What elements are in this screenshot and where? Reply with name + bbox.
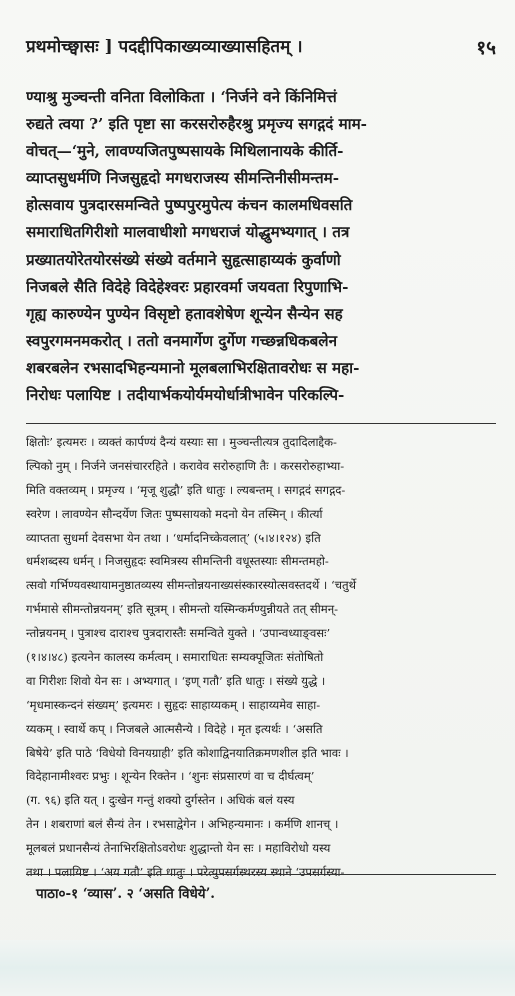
commentary-line: मिति वक्तव्यम् । प्रमृज्य । ‘मृजू शुद्धौ’ इति धातुः । ल्यबन्तम् । सगद्गदं सगद्गद- — [26, 482, 346, 497]
page-number: १५ — [476, 37, 496, 59]
main-text-line: व्याप्तसुधर्मणि निजसुहृदो मगधराजस्य सीमन्तिनीसीमन्तम- — [26, 169, 340, 188]
commentary-line: मूलबलं प्रधानसैन्यं तेनाभिरक्षितोऽवरोधः शुद्धान्तो येन सः । महाविरोधो यस्य — [26, 841, 331, 856]
commentary-line: विदेहानामीश्वरः प्रभुः । शून्येन रिक्तेन । ‘शुनः संप्रसारणं वा च दीर्घत्वम्’ — [26, 769, 315, 784]
commentary-line: (१।४।४८) इत्यनेन कालस्य कर्मत्वम् । समाराधितः सम्यक्पूजितः संतोषितो — [26, 650, 324, 665]
main-text-line: स्वपुरगमनमकरोत् । ततो वनमार्गेण दुर्गेण गच्छन्नधिकबलेन — [26, 331, 338, 350]
main-text-line: रुद्यते त्वया ?’ इति पृष्टा सा करसरोरुहैरश्रु प्रमृज्य सगद्गदं माम- — [26, 115, 367, 134]
variant-readings-footnote: पाठा०-१ ‘व्यास’. २ ‘असति विधेये’. — [36, 886, 216, 902]
main-text-line: शबरबलेन रभसादभिहन्यमानो मूलबलाभिरक्षितावरोधः स महा- — [26, 358, 360, 377]
commentary-line: क्षितोः’ इत्यमरः । व्यक्तं कार्पण्यं दैन्यं यस्याः सा । मुञ्चन्तीत्यत्र तुदादिलाद्दैक- — [26, 435, 337, 449]
commentary-line: वा गिरीशः शिवो येन सः । अभ्यगात् । ‘इण् गतौ’ इति धातुः । संख्ये युद्धे । — [26, 673, 326, 688]
scan-margin — [0, 940, 515, 996]
commentary-line: स्वरेण । लावण्येन सौन्दर्येण जितः पुष्पसायको मदनो येन तस्मिन् । कीर्त्या — [26, 506, 323, 521]
main-text-line: ण्याश्रु मुञ्चन्ती वनिता विलोकिता । ‘निर्जने वने किंनिमित्तं — [26, 88, 337, 106]
main-text-line: गृह्य कारुण्येन पुण्येन विसृष्टो हतावशेषेण शून्येन सैन्येन सह — [26, 304, 343, 323]
commentary — [26, 431, 496, 885]
footnote-divider — [26, 874, 496, 875]
running-header — [26, 34, 496, 64]
main-text-line: होत्सवाय पुत्रदारसमन्विते पुष्पपुरमुपेत्य कंचन कालमधिवसति — [26, 196, 353, 215]
main-text-line: निरोधः पलायिष्ट । तदीयार्भकयोर्यमयोर्धात्रीभावेन परिकल्पि- — [26, 386, 345, 405]
commentary-line: बिषेये’ इति पाठे ‘विधेयो विनयग्राही’ इति कोशाद्विनयातिक्रमणशील इति भावः । — [26, 745, 349, 760]
main-text-line: निजबले सैति विदेहे विदेहेश्वरः प्रहारवर्मा जयवता रिपुणाभि- — [26, 277, 349, 296]
section-divider — [26, 423, 496, 424]
main-text — [26, 84, 496, 409]
commentary-line: धर्मशब्दस्य धर्मन् । निजसुहृदः स्वमित्रस्य सीमन्तिनी वधूस्तस्याः सीमन्तमहो- — [26, 554, 329, 569]
commentary-line: ल्पिको नुम् । निर्जने जनसंचाररहिते । करावेव सरोरुहाणि तैः । करसरोरुहाभ्या- — [26, 458, 345, 473]
main-text-line: वोचत्—‘मुने, लावण्यजितपुष्पसायके मिथिलानायके कीर्ति- — [26, 142, 344, 161]
main-text-line: प्रख्यातयोरेतयोरसंख्ये संख्ये वर्तमाने सुहृत्साहाय्यकं कुर्वाणो — [26, 250, 341, 269]
commentary-line: व्याप्तता सुधर्मा देवसभा येन तथा । ‘धर्मादनिच्केवलात्’ (५।४।१२४) इति — [26, 530, 321, 545]
main-text-line: समाराधितगिरीशो मालवाधीशो मगधराजं योद्धुमभ्यगात् । तत्र — [26, 223, 350, 242]
commentary-line: गर्भमासे सीमन्तोन्नयनम्’ इति सूत्रम् । सीमन्तो यस्मिन्कर्मण्युन्नीयते तत् सीमन्- — [26, 602, 339, 617]
commentary-line: त्सवो गर्भिण्यवस्थायामनुष्ठातव्यस्य सीमन्तोन्नयनाख्यसंस्कारस्योत्सवस्तदर्थे । ‘चतुर्थे — [26, 578, 357, 593]
commentary-line: न्तोन्नयनम् । पुत्राश्च दाराश्च पुत्रदारास्तैः समन्विते युक्ते । ‘उपान्वध्याङ्वसः’ — [26, 626, 331, 641]
header-title: प्रथमोच्छ्वासः ] पदद्दीपिकाख्यव्याख्यासहितम् । — [26, 37, 303, 57]
commentary-line: (ग. ९६) इति यत् । दुःखेन गन्तुं शक्यो दुर्गस्तेन । अधिकं बलं यस्य — [26, 793, 295, 808]
commentary-line: तेन । शबराणां बलं सैन्यं तेन । रभसाद्वेगेन । अभिहन्यमानः । कर्मणि शानच् । — [26, 817, 339, 832]
commentary-line: ‘मृधमास्कन्दनं संख्यम्’ इत्यमरः । सुहृदः साहाय्यकम् । साहाय्यमेव साहा- — [26, 697, 321, 712]
commentary-line: तथा । पलायिष्ट । ‘अय गतौ’ इति धातुः । परेत्युपसर्गस्थरस्य स्थाने ‘उपसर्गस्या- — [26, 865, 345, 880]
commentary-line: य्यकम् । स्वार्थे कप् । निजबले आत्मसैन्ये । विदेहे । मृत इत्यर्थः । ‘असति — [26, 721, 323, 736]
